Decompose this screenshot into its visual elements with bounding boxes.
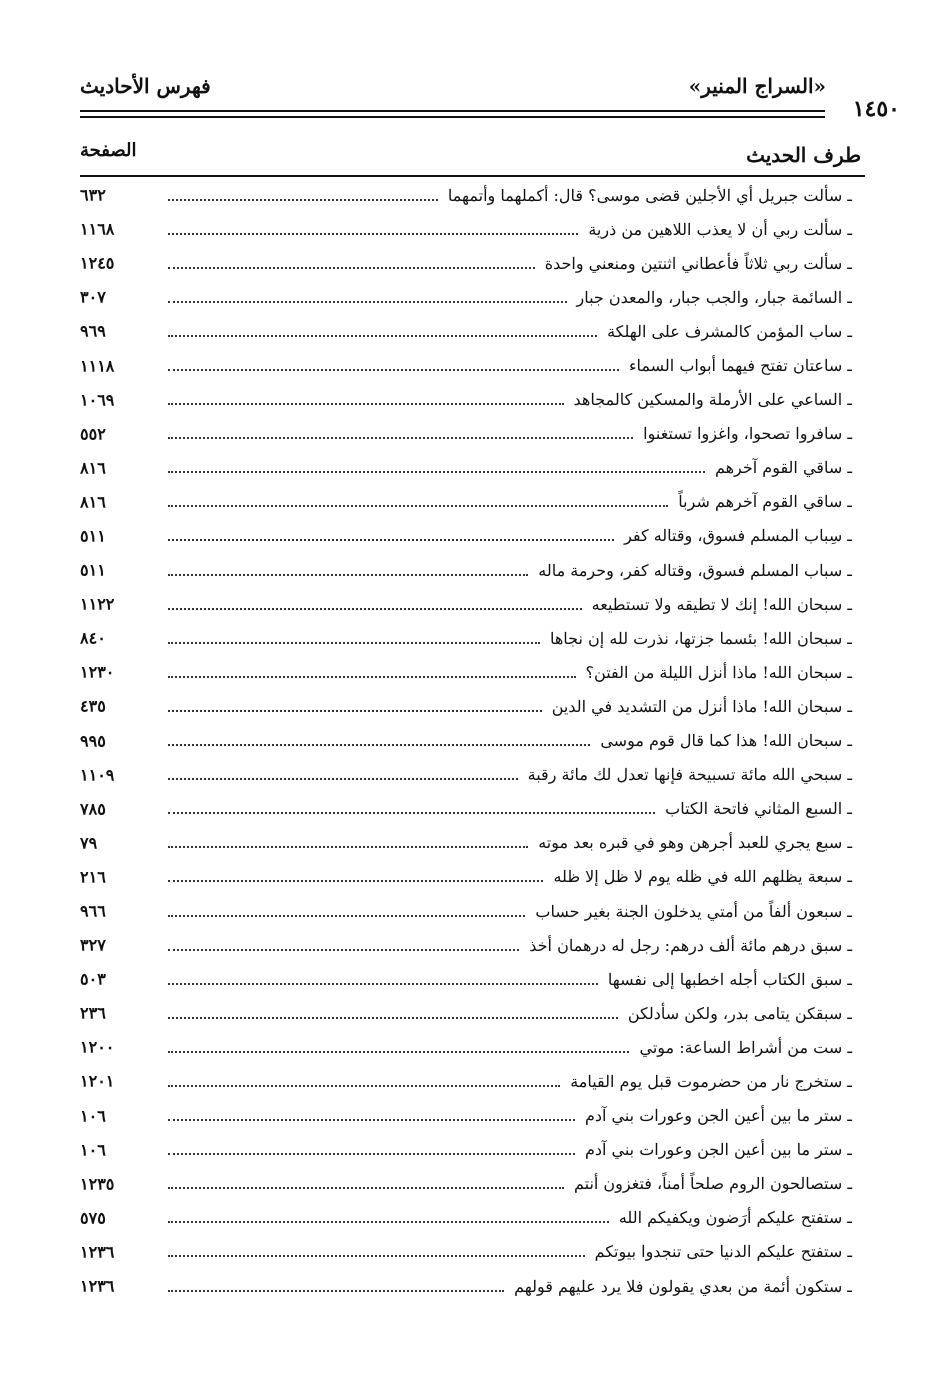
page-reference: ١١٢٢ — [80, 594, 115, 614]
index-row — [80, 1167, 852, 1201]
hadith-incipit: ـ سِباب المسلم فسوق، وقتاله كفر — [624, 526, 852, 546]
hadith-incipit: ـ ستفتح عليكم أرَضون ويكفيكم الله — [618, 1208, 852, 1228]
index-row — [80, 383, 852, 417]
index-row — [80, 928, 852, 962]
column-header-page: الصفحة — [80, 140, 137, 161]
hadith-incipit: ـ سبع يجري للعبد أجرهن وهو في قبره بعد موته — [538, 833, 852, 853]
index-row — [80, 246, 852, 280]
dot-leader — [168, 777, 518, 780]
section-title: فهرس الأحاديث — [80, 74, 211, 98]
hadith-incipit: ـ ستر ما بين أعين الجن وعورات بني آدم — [584, 1106, 852, 1126]
index-row — [80, 519, 852, 553]
page-reference: ٣٢٧ — [80, 935, 106, 955]
page-reference: ٣٠٧ — [80, 287, 106, 307]
page-reference: ٥١١ — [80, 560, 106, 580]
dot-leader — [168, 982, 598, 985]
index-row — [80, 894, 852, 928]
hadith-incipit: ـ سبحان الله! ماذا أنزل الليلة من الفتن؟ — [585, 662, 852, 682]
index-row — [80, 621, 852, 655]
index-row — [80, 212, 852, 246]
hadith-incipit: ـ سبقكن يتامى بدر، ولكن سأدلكن — [627, 1003, 852, 1023]
index-row — [80, 417, 852, 451]
hadith-incipit: ـ سألت جبريل أي الأجلين قضى موسى؟ قال: أكملهما وأتمهما — [447, 185, 852, 205]
header-rule-thick — [80, 110, 825, 112]
page-reference: ٢١٦ — [80, 867, 106, 887]
hadith-incipit: ـ سبق درهم مائة ألف درهم: رجل له درهمان أخذ — [529, 935, 852, 955]
dot-leader — [168, 675, 576, 678]
index-row — [80, 1064, 852, 1098]
index-row — [80, 689, 852, 723]
index-row — [80, 280, 852, 314]
hadith-incipit: ـ سبعة يظلهم الله في ظله يوم لا ظل إلا ظله — [553, 867, 852, 887]
index-list — [80, 178, 852, 1303]
column-header-hadith: طرف الحديث — [746, 143, 861, 167]
index-row — [80, 451, 852, 485]
hadith-incipit: ـ سافروا تصحوا، واغزوا تستغنوا — [643, 424, 852, 444]
column-header-rule — [80, 175, 865, 177]
index-row — [80, 1030, 852, 1064]
hadith-incipit: ـ سبحان الله! ماذا أنزل من التشديد في الدين — [551, 696, 852, 716]
page-reference: ١٢٤٥ — [80, 253, 115, 273]
hadith-incipit: ـ سألت ربي أن لا يعذب اللاهين من ذرية — [588, 219, 852, 239]
page-reference: ١٢٣٥ — [80, 1174, 115, 1194]
page-reference: ٩٦٦ — [80, 901, 106, 921]
hadith-incipit: ـ ستر ما بين أعين الجن وعورات بني آدم — [584, 1140, 852, 1160]
dot-leader — [168, 914, 525, 917]
index-row — [80, 996, 852, 1030]
dot-leader — [168, 1289, 504, 1292]
hadith-incipit: ـ ستكون أئمة من بعدي يقولون فلا يرد عليهم قولهم — [514, 1276, 852, 1296]
page-reference: ١٠٦ — [80, 1140, 106, 1160]
index-row — [80, 1201, 852, 1235]
hadith-incipit: ـ سبعون ألفاً من أمتي يدخلون الجنة بغير حساب — [535, 901, 852, 921]
dot-leader — [168, 948, 519, 951]
dot-leader — [168, 1254, 585, 1257]
index-row — [80, 792, 852, 826]
dot-leader — [168, 1084, 560, 1087]
index-row — [80, 1099, 852, 1133]
index-row — [80, 553, 852, 587]
hadith-incipit: ـ ستفتح عليكم الدنيا حتى تنجدوا بيوتكم — [594, 1242, 852, 1262]
page-reference: ٥٥٢ — [80, 424, 106, 444]
dot-leader — [168, 334, 597, 337]
dot-leader — [168, 1186, 564, 1189]
index-row — [80, 1269, 852, 1303]
page-reference: ١١٦٨ — [80, 219, 115, 239]
hadith-incipit: ـ سبحي الله مائة تسبيحة فإنها تعدل لك مائة رقبة — [527, 765, 852, 785]
book-title: «السراج المنير» — [688, 74, 826, 98]
page-reference: ١١٠٩ — [80, 765, 115, 785]
index-row — [80, 314, 852, 348]
page-reference: ٩٩٥ — [80, 731, 106, 751]
dot-leader — [168, 266, 535, 269]
hadith-incipit: ـ السائمة جبار، والجب جبار، والمعدن جبار — [576, 287, 852, 307]
page-reference: ٩٦٩ — [80, 321, 106, 341]
hadith-incipit: ـ سبحان الله! هذا كما قال قوم موسى — [600, 731, 852, 751]
page-reference: ١٠٦ — [80, 1106, 106, 1126]
dot-leader — [168, 1152, 575, 1155]
page-reference: ١٢٣٦ — [80, 1242, 115, 1262]
hadith-incipit: ـ ساقي القوم آخرهم — [714, 458, 852, 478]
dot-leader — [168, 709, 542, 712]
running-header — [80, 68, 900, 122]
index-row — [80, 348, 852, 382]
dot-leader — [168, 470, 705, 473]
dot-leader — [168, 232, 578, 235]
hadith-incipit: ـ السبع المثاني فاتحة الكتاب — [665, 799, 852, 819]
index-row — [80, 826, 852, 860]
page-reference: ٦٣٢ — [80, 185, 106, 205]
page-reference: ٥٠٣ — [80, 969, 106, 989]
index-row — [80, 655, 852, 689]
dot-leader — [168, 607, 582, 610]
dot-leader — [168, 538, 614, 541]
page-reference: ٨٤٠ — [80, 628, 106, 648]
dot-leader — [168, 641, 540, 644]
dot-leader — [168, 1118, 575, 1121]
page-reference: ١١١٨ — [80, 356, 115, 376]
index-row — [80, 962, 852, 996]
dot-leader — [168, 300, 567, 303]
page-reference: ٧٩ — [80, 833, 98, 853]
page-reference: ٤٣٥ — [80, 696, 106, 716]
hadith-incipit: ـ ستصالحون الروم صلحاً أمناً، فتغزون أنتم — [573, 1174, 852, 1194]
page-reference: ١٢٠١ — [80, 1071, 115, 1091]
page-reference: ٨١٦ — [80, 458, 106, 478]
hadith-incipit: ـ سألت ربي ثلاثاً فأعطاني اثنتين ومنعني واحدة — [544, 253, 852, 273]
page-reference: ٨١٦ — [80, 492, 106, 512]
dot-leader — [168, 436, 633, 439]
hadith-incipit: ـ سبحان الله! إنك لا تطيقه ولا تستطيعه — [591, 594, 852, 614]
dot-leader — [168, 743, 590, 746]
page-reference: ٧٨٥ — [80, 799, 106, 819]
hadith-incipit: ـ ستخرج نار من حضرموت قبل يوم القيامة — [570, 1071, 852, 1091]
index-row — [80, 485, 852, 519]
dot-leader — [168, 879, 543, 882]
page-reference: ١٢٣٠ — [80, 662, 115, 682]
hadith-incipit: ـ الساعي على الأرملة والمسكين كالمجاهد — [573, 390, 852, 410]
hadith-incipit: ـ ست من أشراط الساعة: موتي — [639, 1037, 852, 1057]
index-row — [80, 178, 852, 212]
index-row — [80, 1133, 852, 1167]
page-reference: ١٢٠٠ — [80, 1037, 115, 1057]
index-row — [80, 860, 852, 894]
page-reference: ٥٧٥ — [80, 1208, 106, 1228]
index-row — [80, 1235, 852, 1269]
dot-leader — [168, 811, 655, 814]
index-row — [80, 724, 852, 758]
page-reference: ١٠٦٩ — [80, 390, 115, 410]
page-reference: ٢٣٦ — [80, 1003, 106, 1023]
index-row — [80, 758, 852, 792]
hadith-incipit: ـ ساقي القوم آخرهم شرباً — [678, 492, 852, 512]
dot-leader — [168, 402, 564, 405]
dot-leader — [168, 573, 528, 576]
dot-leader — [168, 1050, 629, 1053]
page-reference: ٥١١ — [80, 526, 106, 546]
header-rule-thin — [80, 116, 825, 118]
hadith-incipit: ـ ساب المؤمن كالمشرف على الهلكة — [607, 321, 852, 341]
hadith-incipit: ـ سبق الكتاب أجله اخطبها إلى نفسها — [607, 969, 852, 989]
hadith-incipit: ـ سباب المسلم فسوق، وقتاله كفر، وحرمة ماله — [538, 560, 852, 580]
dot-leader — [168, 368, 619, 371]
page-reference: ١٢٣٦ — [80, 1276, 115, 1296]
hadith-incipit: ـ ساعتان تفتح فيهما أبواب السماء — [629, 356, 852, 376]
dot-leader — [168, 1220, 609, 1223]
hadith-incipit: ـ سبحان الله! بئسما جزتها، نذرت لله إن نجاها — [549, 628, 852, 648]
page-number: ١٤٥٠ — [852, 96, 900, 122]
dot-leader — [168, 504, 668, 507]
dot-leader — [168, 845, 528, 848]
dot-leader — [168, 1016, 618, 1019]
dot-leader — [168, 198, 438, 201]
index-row — [80, 587, 852, 621]
